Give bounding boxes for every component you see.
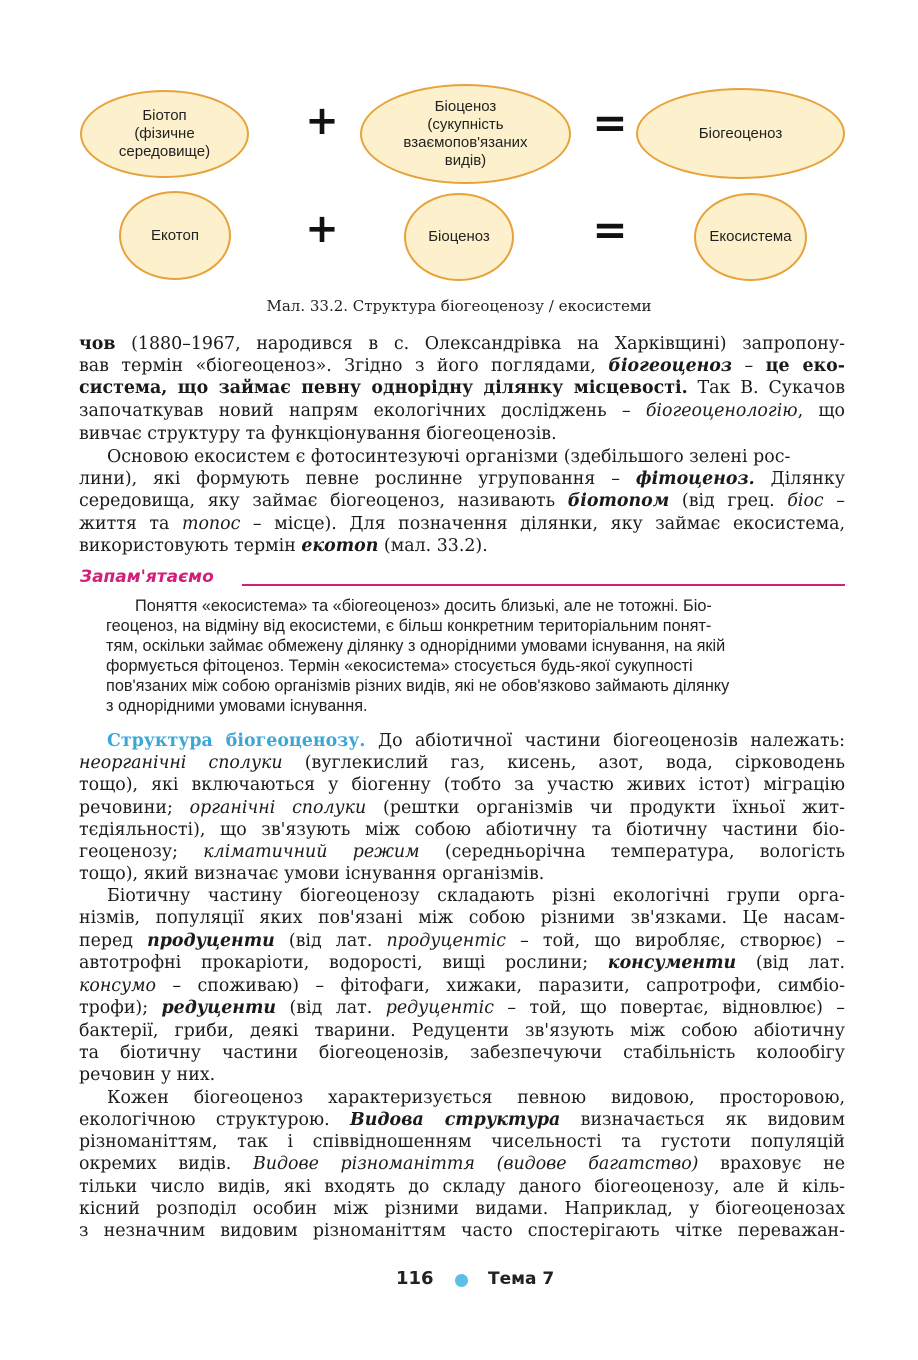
oval-biotop: Біотоп (фізичне середовище) bbox=[80, 90, 249, 178]
text-line: речовини; органічні сполуки (рештки організмів чи продукти їхньої жит- bbox=[79, 798, 846, 818]
section-heading: Структура біогеоценозу. bbox=[107, 731, 366, 751]
text-line: система, що займає певну однорідну ділянку місцевості. Так В. Сукачов bbox=[79, 378, 845, 398]
equals-sign: = bbox=[592, 205, 628, 254]
text-line: започаткував новий напрям екологічних досліджень – біогеоценологію, що bbox=[79, 401, 846, 421]
text-line: тільки число видів, які входять до складу даного біогеоценозу, але й кіль- bbox=[79, 1177, 845, 1197]
remember-line: з однорідними умовами існування. bbox=[106, 697, 368, 715]
page-footer bbox=[0, 1265, 918, 1295]
text-line: вивчає структуру та функціонування біогеоценозів. bbox=[79, 424, 557, 444]
oval-ecosystem: Екосистема bbox=[694, 193, 807, 281]
text-line: окремих видів. Видове різноманіття (видове багатство) враховує не bbox=[79, 1154, 845, 1174]
remember-line: тям, оскільки займає обмежену ділянку з однорідними умовами існування, на якій bbox=[106, 637, 726, 655]
oval-biocenosis-community: Біоценоз (сукупність взаємопов'язаних видів) bbox=[360, 84, 571, 184]
text-line: тощо), які включаються у біогенну (тобто за участю живих істот) міграцію bbox=[79, 775, 845, 795]
bullet-dot-icon bbox=[455, 1274, 468, 1287]
text-line: Біотичну частину біогеоценозу складають різні екологічні групи орга- bbox=[107, 886, 845, 906]
plus-sign: + bbox=[305, 206, 339, 252]
text-line: чов (1880–1967, народився в с. Олександрівка на Харківщині) запропону- bbox=[79, 334, 845, 354]
text-line: життя та топос – місце). Для позначення ділянки, яку займає екосистема, bbox=[79, 514, 845, 534]
remember-line: геоценоз, на відміну від екосистеми, є більш конкретним територіальним понят- bbox=[106, 617, 712, 635]
text-line: Основою екосистем є фотосинтезуючі організми (здебільшого зелені рос- bbox=[107, 447, 791, 467]
text-line: неорганічні сполуки (вуглекислий газ, кисень, азот, вода, сірководень bbox=[79, 753, 846, 773]
text-line: Кожен біогеоценоз характеризується певною видовою, просторовою, bbox=[107, 1088, 845, 1108]
plus-sign: + bbox=[305, 98, 339, 144]
text-line: екологічною структурою. Видова структура визначається як видовим bbox=[79, 1110, 845, 1130]
text-line: перед продуценти (від лат. продуцентіс – той, що виробляє, створює) – bbox=[79, 931, 845, 951]
remember-line: формується фітоценоз. Термін «екосистема» стосується будь-якої сукупності bbox=[106, 657, 693, 675]
remember-line: Поняття «екосистема» та «біогеоценоз» досить близькі, але не тотожні. Біо- bbox=[135, 597, 712, 615]
oval-biogeocenosis: Біогеоценоз bbox=[636, 88, 845, 179]
text-line: лини), які формують певне рослинне угруповання – фітоценоз. Ділянку bbox=[79, 469, 845, 489]
text-line: кісний розподіл особин між різними видами. Наприклад, у біогеоценозах bbox=[79, 1199, 845, 1219]
text-line: використовують термін екотоп (мал. 33.2). bbox=[79, 536, 488, 556]
text-line: Структура біогеоценозу. До абіотичної частини біогеоценозів належать: bbox=[107, 731, 846, 751]
oval-ecotop: Екотоп bbox=[119, 191, 231, 280]
remember-divider bbox=[242, 584, 845, 586]
text-line: середовища, яку займає біогеоценоз, називають біотопом (від грец. біос – bbox=[79, 491, 845, 511]
text-line: речовин у них. bbox=[79, 1065, 216, 1085]
text-line: з незначним видовим різноманіттям часто спостерігають чітке переважан- bbox=[79, 1221, 845, 1241]
text-line: різноманіттям, так і співвідношенням чисельності та густоти популяцій bbox=[79, 1132, 845, 1152]
oval-biocenosis: Біоценоз bbox=[404, 193, 514, 281]
topic-label: Тема 7 bbox=[488, 1269, 555, 1289]
text-line: трофи); редуценти (від лат. редуцентіс – той, що повертає, відновлює) – bbox=[79, 998, 845, 1018]
equals-sign: = bbox=[592, 98, 628, 147]
text-line: автотрофні прокаріоти, водорості, вищі рослини; консументи (від лат. bbox=[79, 953, 846, 973]
text-line: та біотичну частини біогеоценозів, забезпечуючи стабільність колообігу bbox=[79, 1043, 845, 1063]
remember-line: пов'язаних між собою організмів різних видів, які не обов'язково займають ділянку bbox=[106, 677, 730, 695]
text-line: бактерії, гриби, деякі тварини. Редуценти зв'язують між собою абіотичну bbox=[79, 1021, 845, 1041]
text-line: геоценозу; кліматичний режим (середньорічна температура, вологість bbox=[79, 842, 846, 862]
figure-caption: Мал. 33.2. Структура біогеоценозу / екосистеми bbox=[266, 297, 652, 315]
text-line: консумо – споживаю) – фітофаги, хижаки, паразити, сапротрофи, симбіо- bbox=[79, 976, 845, 996]
text-line: тощо), який визначає умови існування організмів. bbox=[79, 864, 545, 884]
text-line: вав термін «біогеоценоз». Згідно з його поглядами, біогеоценоз – це еко- bbox=[79, 356, 845, 376]
remember-title: Запам'ятаємо bbox=[80, 567, 214, 587]
page-number: 116 bbox=[396, 1268, 434, 1289]
text-line: нізмів, популяції яких пов'язані між собою різними зв'язками. Це насам- bbox=[79, 908, 845, 928]
text-line: тєдіяльності), що зв'язують між собою абіотичну та біотичну частини біо- bbox=[79, 820, 845, 840]
